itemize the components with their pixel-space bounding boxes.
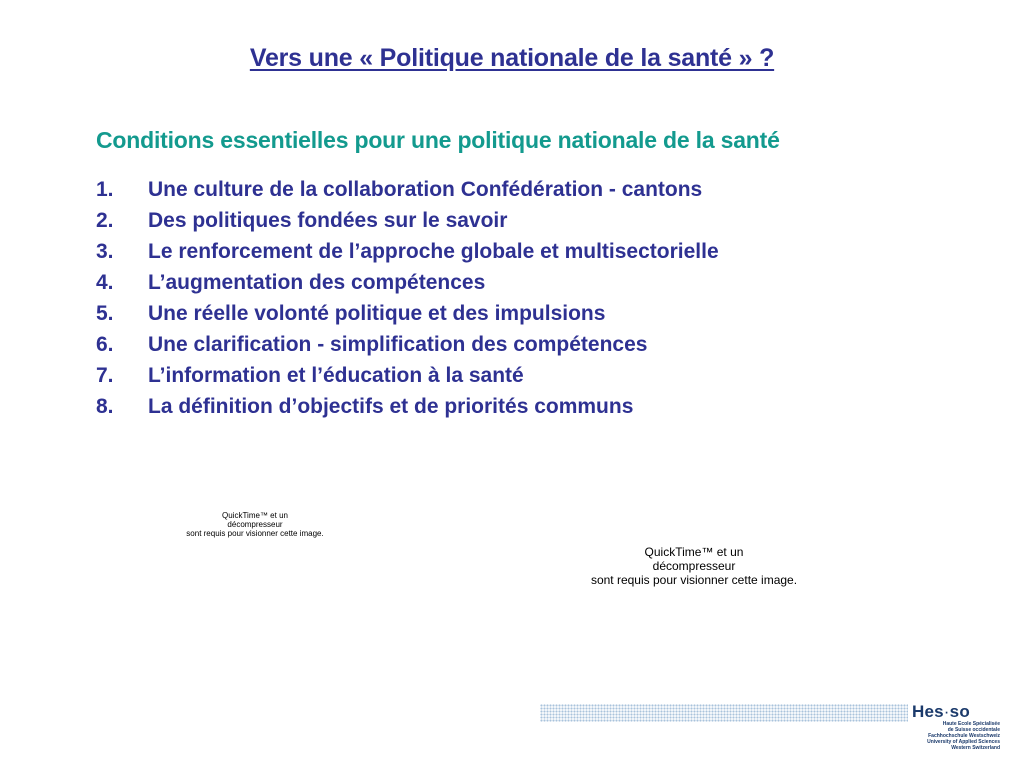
placeholder-line: décompresseur xyxy=(227,520,283,530)
logo-line: Western Switzerland xyxy=(951,745,1000,751)
dotted-banner-decoration xyxy=(540,704,908,722)
list-item xyxy=(96,329,719,360)
list-item-text: Une clarification - simplification des compétences xyxy=(148,332,648,356)
list-item xyxy=(96,174,719,205)
logo-line: Fachhochschule Westschweiz xyxy=(928,733,1000,739)
list-item xyxy=(96,391,719,422)
list-item-text: Une culture de la collaboration Confédération - cantons xyxy=(148,177,703,201)
quicktime-placeholder-large xyxy=(544,546,844,587)
list-item xyxy=(96,298,719,329)
list-item-text: L’augmentation des compétences xyxy=(148,270,486,294)
logo-line: Haute Ecole Spécialisée xyxy=(942,721,1000,727)
placeholder-line: sont requis pour visionner cette image. xyxy=(590,572,798,587)
list-item xyxy=(96,236,719,267)
logo-line: University of Applied Sciences xyxy=(927,739,1000,745)
list-item-number: 6. xyxy=(96,332,114,356)
list-item xyxy=(96,205,719,236)
logo-wordmark: Hes·so xyxy=(912,702,970,721)
list-item-number: 2. xyxy=(96,208,114,232)
list-item-text: La définition d’objectifs et de priorités communs xyxy=(148,394,634,418)
list-item-text: Une réelle volonté politique et des impulsions xyxy=(148,301,606,325)
list-item-text: Des politiques fondées sur le savoir xyxy=(148,208,508,232)
quicktime-placeholder-small xyxy=(155,511,355,539)
list-item-number: 7. xyxy=(96,363,114,387)
list-item-number: 1. xyxy=(96,177,114,201)
list-item-number: 5. xyxy=(96,301,114,325)
list-item-number: 4. xyxy=(96,270,114,294)
conditions-list xyxy=(96,174,719,422)
list-item-number: 8. xyxy=(96,394,114,418)
placeholder-line: QuickTime™ et un xyxy=(222,511,288,520)
list-item xyxy=(96,267,719,298)
hes-so-logo xyxy=(912,703,1012,763)
list-item-text: L’information et l’éducation à la santé xyxy=(148,363,524,387)
list-item-text: Le renforcement de l’approche globale et multisectorielle xyxy=(148,239,719,263)
list-item-number: 3. xyxy=(96,239,114,263)
slide-title: Vers une « Politique nationale de la santé » ? xyxy=(249,44,775,72)
list-item xyxy=(96,360,719,391)
placeholder-line: sont requis pour visionner cette image. xyxy=(186,529,324,539)
slide-subtitle: Conditions essentielles pour une politique nationale de la santé xyxy=(96,127,780,153)
placeholder-line: décompresseur xyxy=(652,558,736,573)
placeholder-line: QuickTime™ et un xyxy=(644,545,744,559)
logo-line: de Suisse occidentale xyxy=(947,727,1000,733)
